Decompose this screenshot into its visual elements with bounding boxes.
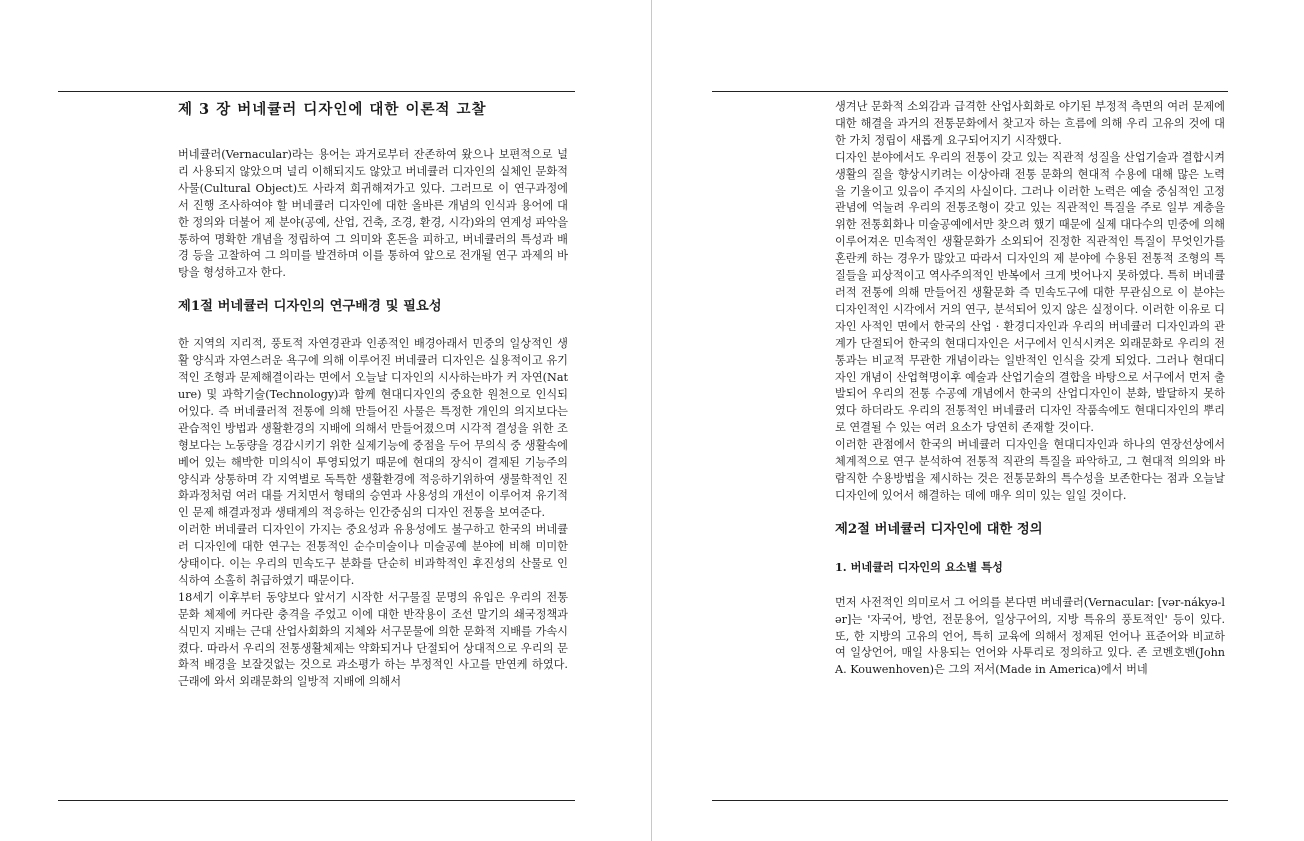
chapter-title: 제 3 장 버네큘러 디자인에 대한 이론적 고찰: [178, 101, 487, 118]
section-title: 제1절 버네큘러 디자인의 연구배경 및 필요성: [178, 299, 442, 315]
right-column: [835, 99, 1225, 679]
body-paragraph: 한 지역의 지리적, 풍토적 자연경관과 인종적인 배경아래서 민중의 일상적인 생활 양식과 자연스러운 욕구에 의해 이루어진 버네큘러 디자인은 실용적이고 유기적인 조형과 문제해결이라는 면에서 오늘날 디자인의 시사하는바가 커 자연(Nature) 및 과학기술(Technology)과 함께 현대디자인의 중요한 원천으로 인식되어있다. 즉 버네큘러적 전통에 의해 만들어진 사물은 특정한 개인의 의지보다는 관습적인 방법과 생활환경의 지배에 의해서 만들어졌으며 시각적 결성을 위한 조형보다는 노동량을 경감시키기 위한 실제기능에 중점을 두어 무의식 중 생활속에 베어 있는 해박한 미의식이 투영되었기 때문에 현대의 장식이 결제된 기능주의 양식과 상통하며 각 지역별로 독특한 생활환경에 적응하기위하여 생물학적인 진화과정처럼 여러 대를 거치면서 형태의 승연과 사용성의 개선이 이루어져 유기적인 문제 해결과정과 생태계의 적응하는 인간중심의 디자인 전통을 보여준다.: [178, 337, 568, 520]
body-paragraph: 이러한 버네큘러 디자인이 가지는 중요성과 유용성에도 불구하고 한국의 버네큘러 디자인에 대한 연구는 전통적인 순수미술이나 미술공예 분야에 비해 미미한 상태이다. 이는 우리의 민속도구 분화를 단순히 비과학적인 후진성의 산물로 인식하여 소홀히 취급하였기 때문이다.: [178, 523, 568, 587]
section-title: 제2절 버네큘러 디자인에 대한 정의: [835, 521, 1043, 537]
subsection-title: 1. 버네큘러 디자인의 요소별 특성: [835, 559, 1003, 574]
footer-rule: [712, 800, 1228, 801]
left-column: [178, 100, 568, 691]
body-paragraph: 이러한 관점에서 한국의 버네큘러 디자인을 현대디자인과 하나의 연장선상에서 체계적으로 연구 분석하여 전통적 직관의 특질을 파악하고, 그 현대적 의의와 바람직한 수용방법을 제시하는 것은 전통문화의 특수성을 보존한다는 점과 오늘날 디자인에 있어서 해결하는 데에 매우 의미 있는 일일 것이다.: [835, 438, 1225, 502]
intro-paragraph: 버네큘러(Vernacular)라는 용어는 과거로부터 잔존하여 왔으나 보편적으로 널리 사용되지 않았으며 널리 이해되지도 않았고 버네큘러 디자인의 실체인 문화적 사물(Cultural Object)도 사라져 희귀해져가고 있다. 그러므로 이 연구과정에서 진행 조사하여야 할 버네큘러 디자인에 대한 올바른 개념의 인식과 용어에 대한 정의와 더불어 제 분야(공예, 산업, 건축, 조경, 환경, 시각)와의 연계성 파악을 통하여 명확한 개념을 정립하여 그 의미와 혼돈을 피하고, 버네큘러의 특성과 배경 등을 고찰하여 그 의미를 발견하며 이를 통하여 앞으로 전개될 연구 과제의 바탕을 형성하고자 한다.: [178, 148, 568, 280]
body-paragraph: 디자인 분야에서도 우리의 전통이 갖고 있는 직관적 성질을 산업기술과 결합시켜 생활의 질을 향상시키려는 이상아래 전통 문화의 현대적 수용에 대해 많은 노력을 기울이고 있음이 주지의 사실이다. 그러나 이러한 노력은 예술 중심적인 고정관념에 억눌려 우리의 전통조형이 갖고 있는 직관적인 특질을 주로 일부 계층을 위한 전통회화나 미술공예에서만 찾으려 했기 때문에 실제 대다수의 민중에 의해 이루어져온 민속적인 생활문화가 소외되어 진정한 직관적인 특질이 무엇인가를 혼란케 하는 경우가 많았고 따라서 디자인의 제 분야에 수용된 전통적 조형의 특질들을 피상적이고 역사주의적인 반복에서 크게 벗어나지 못하였다. 특히 버네큘러적 전통에 의해 만들어진 생활문화 즉 민속도구에 대한 무관심으로 이 분야는 디자인적인 시각에서 거의 연구, 분석되어 있지 않은 실정이다. 이러한 이유로 디자인 사적인 면에서 한국의 산업 · 환경디자인과 우리의 버네큘러 디자인과의 관계가 단절되어 한국의 현대디자인은 서구에서 인식시켜온 외래문화로 우리의 전통과는 비교적 무관한 개념이라는 일반적인 인식을 갖게 되었다. 그러나 현대디자인 개념이 산업혁명이후 예술과 산업기술의 결합을 바탕으로 서구에서 먼저 출발되어 우리의 전통 수공예 개념에서 한국의 산업디자인이 분화, 발달하지 못하였다 하더라도 우리의 전통적인 버네큘러 디자인 작품속에도 현대디자인의 뿌리로 연결될 수 있는 여러 요소가 당연히 존재할 것이다.: [835, 150, 1225, 435]
header-rule: [58, 91, 575, 92]
body-paragraph: 18세기 이후부터 동양보다 앞서기 시작한 서구물질 문명의 유입은 우리의 전통 문화 체제에 커다란 충격을 주었고 이에 대한 반작용이 조선 말기의 쇄국정책과 식민지 지배는 근대 산업사회화의 지체와 서구문물에 의한 문화적 지배를 가속시켰다. 따라서 우리의 전통생활체제는 약화되거나 단절되어 상대적으로 우리의 문화적 배경을 보잘것없는 것으로 과소평가 하는 부정적인 사고를 만연케 하였다. 근래에 와서 외래문화의 일방적 지배에 의해서: [178, 590, 568, 689]
footer-rule: [58, 800, 575, 801]
body-paragraph: 생겨난 문화적 소외감과 급격한 산업사회화로 야기된 부정적 측면의 여러 문제에 대한 해결을 과거의 전통문화에서 찾고자 하는 흐름에 의해 우리 고유의 것에 대한 가치 정립이 새롭게 요구되어지기 시작했다.: [835, 100, 1225, 147]
right-page: [652, 0, 1304, 841]
body-paragraph: 먼저 사전적인 의미로서 그 어의를 본다면 버네큘러(Vernacular: [vər-nákyə-lər]는 '자국어, 방언, 전문용어, 일상구어의, 지방 특유의 풍토적인' 등이 있다. 또, 한 지방의 고유의 언어, 특히 교육에 의해서 정제된 언어나 표준어와 비교하여 일상언어, 매일 사용되는 언어와 사투리로 정의하고 있다. 존 코벤호벤(John A. Kouwenhoven)은 그의 저서(Made in America)에서 버네: [835, 595, 1225, 677]
header-rule: [712, 91, 1228, 92]
